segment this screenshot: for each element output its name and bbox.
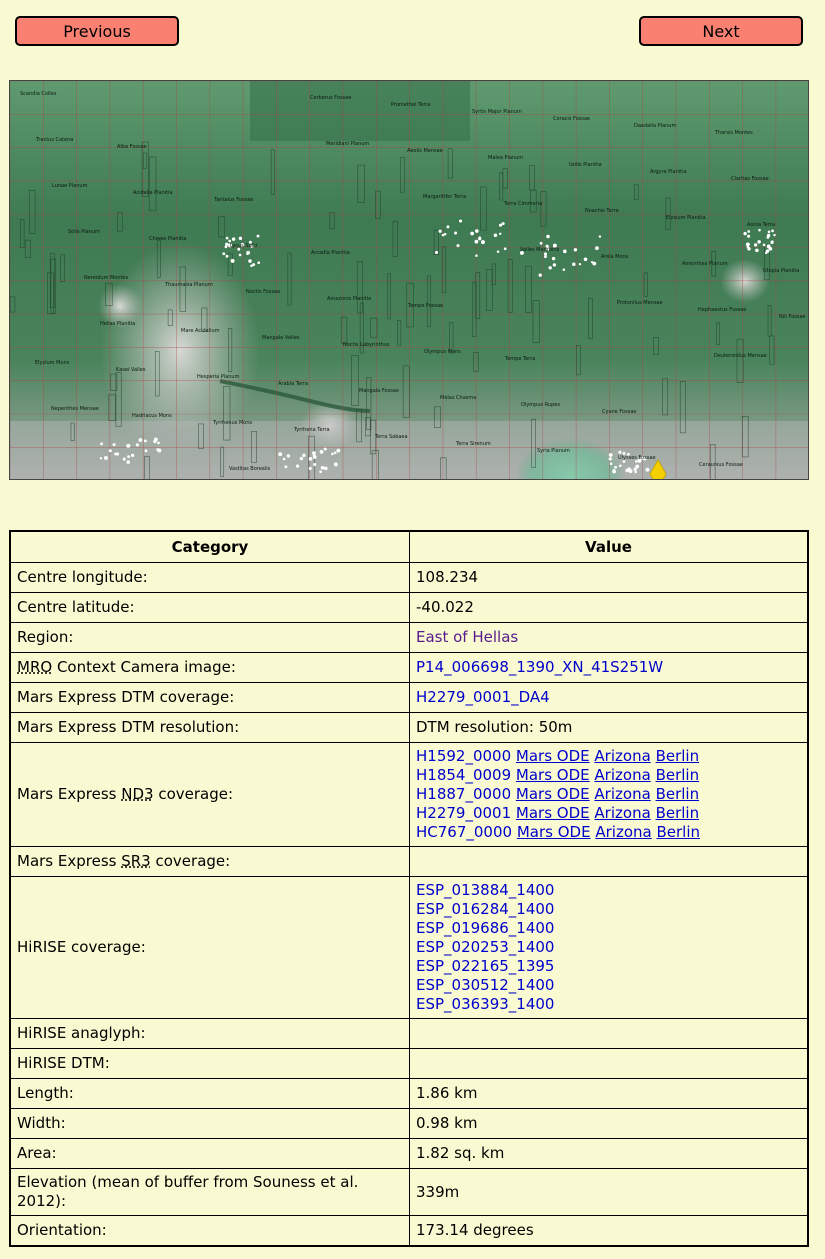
nd3-item [416, 747, 801, 766]
map-label: Syria Planum [537, 448, 570, 454]
map-point [619, 464, 622, 467]
table-row [10, 877, 808, 1019]
map-point [771, 230, 774, 233]
map-point [439, 230, 442, 233]
map-label: Mangala Valles [262, 335, 300, 341]
map-label: Isidis Planitia [569, 162, 602, 168]
row-label: Centre latitude: [10, 593, 410, 623]
map-label: Daedalia Planum [634, 123, 677, 129]
map-point [758, 229, 761, 232]
map-point [157, 442, 160, 445]
map-point [540, 242, 543, 245]
map-point [232, 237, 235, 240]
map-label: Nepenthes Mensae [51, 406, 99, 412]
map-point [123, 458, 126, 461]
map-point [474, 240, 478, 244]
sr3-abbr: SR3 [121, 852, 151, 870]
row-value [410, 653, 809, 683]
ctx-image-link[interactable]: P14_006698_1390_XN_41S251W [416, 658, 664, 676]
map-label: Amazonis Planitia [327, 296, 372, 302]
row-label: Length: [10, 1079, 410, 1109]
map-point [769, 247, 773, 251]
map-point [302, 454, 305, 457]
map-label: Tyrrhenus Mons [213, 420, 253, 426]
table-row [10, 1079, 808, 1109]
map-point [747, 247, 750, 250]
map-point [319, 470, 322, 473]
map-point [614, 466, 617, 469]
mars-ode-link[interactable]: Mars ODE [515, 747, 590, 765]
map-point [309, 467, 312, 470]
map-point [100, 457, 102, 459]
map-label: Syrtis Major Planum [472, 109, 522, 115]
map-point [239, 254, 242, 257]
map-point [226, 255, 229, 258]
map-point [284, 465, 287, 468]
map-point [572, 262, 576, 266]
hirise-item [416, 957, 801, 976]
hirise-link[interactable]: ESP_013884_1400 [416, 881, 555, 899]
row-label: HiRISE anaglyph: [10, 1019, 410, 1049]
row-value: 108.234 [410, 563, 809, 593]
row-value [410, 1049, 809, 1079]
map-label: Tharsis Montes [715, 130, 753, 136]
north-dark-band [250, 81, 470, 141]
berlin-link[interactable]: Berlin [655, 785, 700, 803]
row-value: 339m [410, 1169, 809, 1216]
map-label: Terra Cimmeria [504, 201, 543, 207]
hirise-list [410, 877, 809, 1019]
map-point [336, 449, 340, 453]
map-label: Amenthes Planum [682, 261, 728, 267]
map-point [131, 454, 134, 457]
nd3-id-link[interactable]: H1887_0000 [416, 785, 512, 803]
table-row [10, 743, 808, 847]
row-label: HiRISE DTM: [10, 1049, 410, 1079]
map-label: Malea Planum [488, 155, 524, 161]
nd3-id-link[interactable]: H1592_0000 [416, 747, 512, 765]
hirise-item [416, 919, 801, 938]
map-label: Coracis Fossae [553, 116, 591, 122]
map-point [222, 252, 225, 255]
map-point [504, 247, 507, 250]
map-point [228, 240, 231, 243]
category-header: Category [10, 531, 410, 563]
dtm-link[interactable]: H2279_0001_DA4 [416, 688, 550, 706]
map-point [324, 448, 327, 451]
map-point [114, 453, 117, 456]
map-point [478, 237, 481, 240]
map-point [757, 240, 760, 243]
map-point [309, 457, 313, 461]
hirise-link[interactable]: ESP_019686_1400 [416, 919, 555, 937]
map-label: Hephaestus Fossae [698, 307, 747, 313]
map-label: Tempe Fossae [408, 303, 444, 309]
value-header: Value [410, 531, 809, 563]
map-point [743, 232, 746, 235]
table-row [10, 1019, 808, 1049]
row-label: Width: [10, 1109, 410, 1139]
hirise-link[interactable]: ESP_022165_1395 [416, 957, 555, 975]
arizona-link[interactable]: Arizona [594, 804, 651, 822]
map-canvas [10, 81, 809, 480]
map-point [153, 440, 157, 444]
map-point [321, 466, 325, 470]
arizona-link[interactable]: Arizona [594, 785, 651, 803]
table-row [10, 1049, 808, 1079]
berlin-link[interactable]: Berlin [655, 766, 700, 784]
map-point [579, 263, 581, 265]
map-point [278, 452, 282, 456]
map-label: Valles Marineris [520, 247, 560, 253]
map-point [553, 263, 556, 266]
mars-ode-link[interactable]: Mars ODE [515, 804, 590, 822]
map-point [618, 451, 621, 454]
nd3-item [416, 823, 801, 842]
map-point [609, 457, 612, 460]
map-point [595, 246, 599, 250]
row-label: Mars Express DTM resolution: [10, 713, 410, 743]
map-point [627, 467, 630, 470]
map-point [127, 455, 130, 458]
row-label: Region: [10, 623, 410, 653]
map-label: Argyre Planitia [650, 169, 687, 175]
mars-ode-link[interactable]: Mars ODE [515, 766, 590, 784]
map-label: Elysium Mons [35, 360, 70, 366]
map-point [773, 234, 775, 236]
map-point [145, 449, 148, 452]
map-point [231, 259, 235, 263]
map-point [283, 458, 286, 461]
table-row [10, 1169, 808, 1216]
map-point [539, 273, 542, 276]
map-point [126, 460, 130, 464]
table-row [10, 847, 808, 877]
map-point [574, 248, 577, 251]
map-point [475, 254, 478, 257]
row-value [410, 623, 809, 653]
table-row [10, 1109, 808, 1139]
map-label: Solis Planum [68, 229, 100, 235]
map-label: Elysium Planitia [666, 215, 706, 221]
row-label [10, 653, 410, 683]
row-value: 173.14 degrees [410, 1216, 809, 1247]
hirise-item [416, 995, 801, 1014]
map-point [157, 448, 161, 452]
map-point [109, 449, 112, 452]
map-label: Kasei Valles [116, 367, 146, 373]
map-point [591, 261, 593, 263]
map-label: Terra Sabaea [375, 434, 408, 440]
map-point [331, 453, 334, 456]
arizona-link[interactable]: Arizona [594, 747, 651, 765]
map-point [128, 444, 130, 446]
table-row [10, 1139, 808, 1169]
mro-abbr: MRO [17, 658, 53, 676]
map-point [645, 468, 649, 472]
row-label: HiRISE coverage: [10, 877, 410, 1019]
map-point [563, 250, 567, 254]
nd3-item [416, 804, 801, 823]
map-label: Tantalus Fossae [214, 197, 254, 203]
map-label: Lunae Planum [52, 183, 88, 189]
map-label: Hadriacus Mons [132, 413, 172, 419]
table-row [10, 563, 808, 593]
map-label: Acidalia Planitia [133, 190, 173, 196]
map-point [763, 244, 766, 247]
row-label: Mars Express DTM coverage: [10, 683, 410, 713]
row-label: Area: [10, 1139, 410, 1169]
hirise-item [416, 900, 801, 919]
map-point [546, 235, 550, 239]
row-value: 0.98 km [410, 1109, 809, 1139]
row-label-text: Mars Express [17, 785, 122, 803]
map-point [444, 233, 447, 236]
map-label: Tractus Catena [36, 137, 74, 143]
map-label: Hellas Planitia [100, 321, 136, 327]
hirise-item [416, 881, 801, 900]
previous-button[interactable]: Previous [15, 16, 179, 46]
nd3-list [410, 743, 809, 847]
map-label: Aonia Terra [747, 222, 775, 228]
map-label: Olympus Mons [424, 349, 461, 355]
map-label: Promethei Terra [391, 102, 431, 108]
mars-ode-link[interactable]: Mars ODE [516, 823, 591, 841]
map-label: Aeolis Mensae [407, 148, 443, 154]
map-label: Terra Sirenum [456, 441, 491, 447]
map-point [609, 453, 613, 457]
row-label [10, 847, 410, 877]
map-point [257, 235, 260, 238]
hirise-link[interactable]: ESP_030512_1400 [416, 976, 555, 994]
map-point [239, 237, 242, 240]
map-label: Arcadia Planitia [311, 250, 350, 256]
map-point [246, 253, 248, 255]
arizona-link[interactable]: Arizona [595, 823, 652, 841]
map-point [475, 229, 479, 233]
map-label: Noctis Labyrinthus [343, 342, 390, 348]
map-point [139, 438, 143, 442]
map-label: Chryse Planitia [149, 236, 187, 242]
map-point [144, 439, 147, 442]
map-point [104, 456, 108, 460]
table-row [10, 683, 808, 713]
map-label: Lycus Sulci [230, 243, 258, 249]
map-label: Melas Chasma [440, 395, 477, 401]
map-point [633, 468, 636, 471]
next-button[interactable]: Next [639, 16, 803, 46]
nd3-item [416, 766, 801, 785]
map-point [765, 252, 767, 254]
row-label [10, 743, 410, 847]
map-point [494, 234, 498, 238]
map-point [634, 471, 637, 474]
map-point [435, 251, 438, 254]
nd3-abbr: ND3 [121, 785, 154, 803]
map-point [296, 464, 299, 467]
map-point [770, 241, 773, 244]
map-label: Arsia Mons [601, 254, 629, 260]
map-point [136, 443, 139, 446]
map-point [225, 243, 228, 246]
region-link[interactable]: East of Hellas [416, 628, 519, 646]
row-value [410, 1019, 809, 1049]
hirise-link[interactable]: ESP_020253_1400 [416, 938, 555, 956]
map-label: Tempe Terra [505, 356, 536, 362]
map-point [312, 451, 316, 455]
map-point [320, 450, 324, 454]
row-value [410, 683, 809, 713]
map-label: Claritas Fossae [731, 176, 769, 182]
nd3-id-link[interactable]: HC767_0000 [416, 823, 513, 841]
map-point [287, 454, 290, 457]
map-label: Ulysses Fossae [618, 455, 656, 461]
hirise-link[interactable]: ESP_016284_1400 [416, 900, 555, 918]
map-label: Deuteronilus Mensae [714, 353, 767, 359]
row-label: Elevation (mean of buffer from Souness et al. 2012): [10, 1169, 410, 1216]
table-row [10, 593, 808, 623]
mars-overview-map[interactable] [9, 80, 809, 480]
map-point [549, 266, 552, 269]
row-label-text: Mars Express [17, 852, 122, 870]
map-label: Arabia Terra [278, 381, 309, 387]
map-label: Protonilus Mensae [617, 300, 663, 306]
map-label: Olympus Rupes [521, 402, 560, 408]
map-point [755, 249, 759, 253]
map-label: Vastitas Borealis [229, 466, 271, 472]
map-point [747, 230, 750, 233]
row-value [410, 847, 809, 877]
map-point [454, 232, 457, 235]
map-point [252, 263, 255, 266]
map-point [544, 255, 546, 257]
map-point [248, 259, 252, 263]
berlin-link[interactable]: Berlin [655, 747, 700, 765]
map-point [766, 236, 769, 239]
map-point [257, 261, 260, 264]
hirise-item [416, 938, 801, 957]
map-point [563, 268, 566, 271]
map-label: Noachis Terra [585, 208, 619, 214]
map-point [446, 225, 449, 228]
info-table [9, 530, 809, 1247]
table-row [10, 653, 808, 683]
map-point [499, 233, 501, 235]
map-point [499, 224, 502, 227]
map-point [481, 240, 485, 244]
map-point [456, 244, 459, 247]
map-label: Noctis Fossae [246, 289, 281, 295]
berlin-link[interactable]: Berlin [655, 804, 700, 822]
map-point [754, 243, 757, 246]
row-label-text: coverage: [153, 785, 234, 803]
map-point [334, 462, 338, 466]
map-point [300, 457, 303, 460]
row-value: 1.82 sq. km [410, 1139, 809, 1169]
map-point [502, 222, 505, 225]
nd3-item [416, 785, 801, 804]
map-label: Tyrrhena Terra [294, 427, 330, 433]
map-label: Cyane Fossae [602, 409, 637, 415]
map-point [459, 219, 462, 222]
map-point [610, 462, 613, 465]
map-label: Ceraunius Fossae [699, 462, 743, 468]
map-label: Alba Fossae [117, 144, 147, 150]
table-row [10, 713, 808, 743]
map-point [313, 463, 316, 466]
map-label: Margaritifer Terra [423, 194, 467, 200]
map-label: Nereidum Montes [84, 275, 129, 281]
row-value: 1.86 km [410, 1079, 809, 1109]
hirise-item [416, 976, 801, 995]
map-point [497, 250, 500, 253]
nd3-id-link[interactable]: H2279_0001 [416, 804, 512, 822]
map-label: Utopia Planitia [763, 268, 800, 274]
map-label: Thaumasia Planum [165, 282, 213, 288]
row-value: -40.022 [410, 593, 809, 623]
map-label: Scandia Colles [20, 91, 57, 97]
map-point [612, 470, 616, 474]
map-point [768, 231, 771, 234]
row-value: DTM resolution: 50m [410, 713, 809, 743]
row-label-text: Context Camera image: [52, 658, 236, 676]
nd3-id-link[interactable]: H1854_0009 [416, 766, 512, 784]
map-label: Mangala Fossae [359, 388, 399, 394]
map-label: Mare Acidalium [181, 328, 220, 334]
table-row [10, 1216, 808, 1247]
table-header-row [10, 531, 808, 563]
hirise-link[interactable]: ESP_036393_1400 [416, 995, 555, 1013]
map-point [747, 235, 750, 238]
mars-ode-link[interactable]: Mars ODE [515, 785, 590, 803]
map-point [552, 257, 555, 260]
map-point [470, 232, 474, 236]
row-label: Orientation: [10, 1216, 410, 1247]
map-label: Nili Fossae [779, 314, 806, 320]
berlin-link[interactable]: Berlin [656, 823, 701, 841]
map-point [324, 467, 328, 471]
map-label: Cerberus Fossae [310, 95, 352, 101]
map-point [334, 451, 337, 454]
table-row [10, 623, 808, 653]
map-point [100, 442, 103, 445]
row-label-text: coverage: [150, 852, 231, 870]
map-point [113, 443, 116, 446]
map-point [584, 257, 588, 261]
map-point [599, 235, 601, 237]
arizona-link[interactable]: Arizona [594, 766, 651, 784]
row-label: Centre longitude: [10, 563, 410, 593]
map-point [226, 237, 229, 240]
map-label: Hesperia Planum [197, 374, 240, 380]
map-label: Meridiani Planum [326, 141, 370, 147]
